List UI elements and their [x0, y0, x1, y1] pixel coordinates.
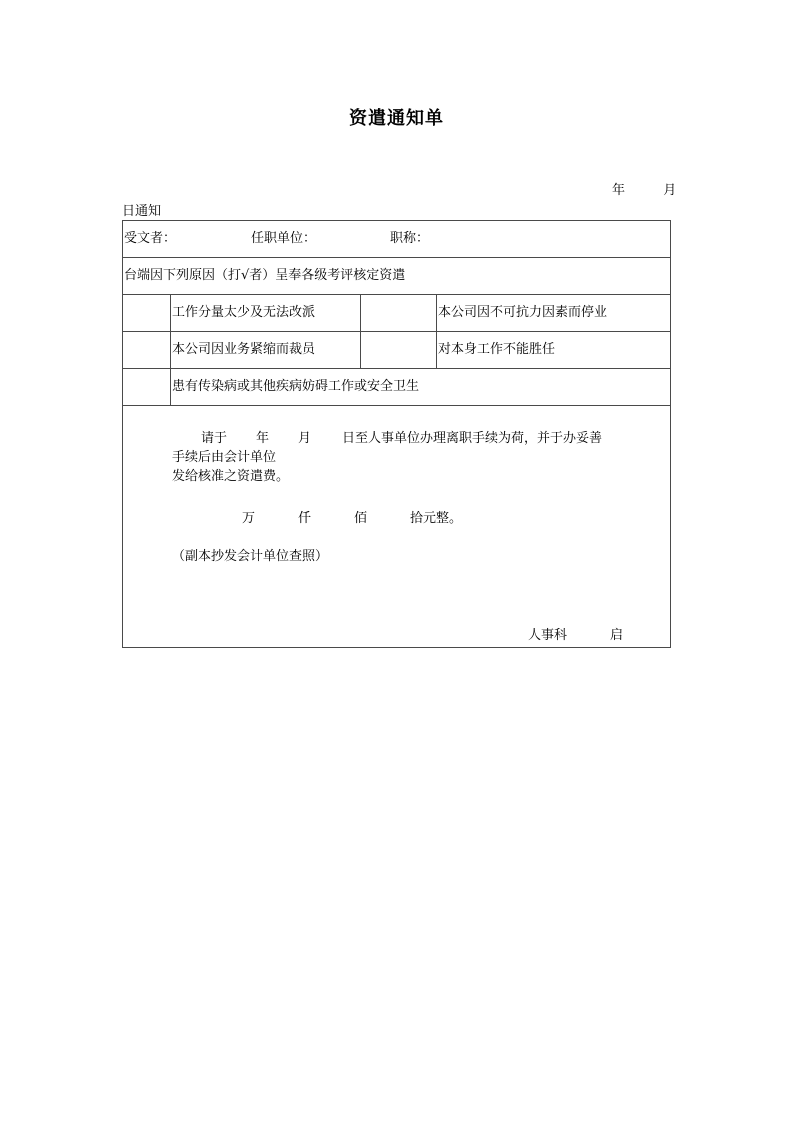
amount-bai: 佰: [354, 511, 368, 526]
reason-item: 本公司因业务紧缩而裁员: [172, 342, 316, 357]
reason-intro-row: [123, 258, 670, 295]
reason-item: 本公司因不可抗力因素而停业: [438, 305, 608, 320]
body-please: 请于: [201, 431, 228, 446]
dismissal-form-table: [122, 220, 671, 648]
position-label: 职称：: [390, 231, 430, 246]
unit-label: 任职单位：: [251, 231, 317, 246]
body-line3: 发给核准之资遣费。: [172, 469, 290, 484]
body-line1-rest: 日至人事单位办理离职手续为荷，并于办妥善: [342, 431, 603, 446]
amount-wan: 万: [242, 511, 256, 526]
date-month-label: 月: [663, 183, 677, 198]
amount-qian: 仟: [298, 511, 312, 526]
reason-row-1: [123, 295, 670, 332]
date-day-notice: 日通知: [122, 204, 162, 219]
recipient-label: 受文者：: [124, 231, 177, 246]
page-title: 资遣通知单: [349, 108, 444, 129]
body-year: 年: [256, 431, 270, 446]
reason-item: 对本身工作不能胜任: [438, 342, 556, 357]
reason-row-2: [123, 332, 670, 369]
issuing-sign: 启: [610, 628, 624, 643]
reason-row-3: [123, 369, 670, 406]
reason-item: 患有传染病或其他疾病妨碍工作或安全卫生: [172, 379, 420, 394]
date-year-month: [612, 179, 676, 198]
date-year-label: 年: [612, 183, 626, 198]
copy-note: （副本抄发会计单位查照）: [172, 549, 329, 564]
issuing-dept: 人事科: [528, 628, 568, 643]
notice-body: [123, 406, 670, 647]
body-line2: 手续后由会计单位: [172, 450, 277, 465]
reason-intro-text: 台端因下列原因（打√者）呈奉各级考评核定资遣: [124, 268, 406, 283]
header-row: [123, 221, 670, 258]
amount-shi: 拾元整。: [410, 511, 463, 526]
reason-item: 工作分量太少及无法改派: [172, 305, 316, 320]
body-month: 月: [298, 431, 312, 446]
